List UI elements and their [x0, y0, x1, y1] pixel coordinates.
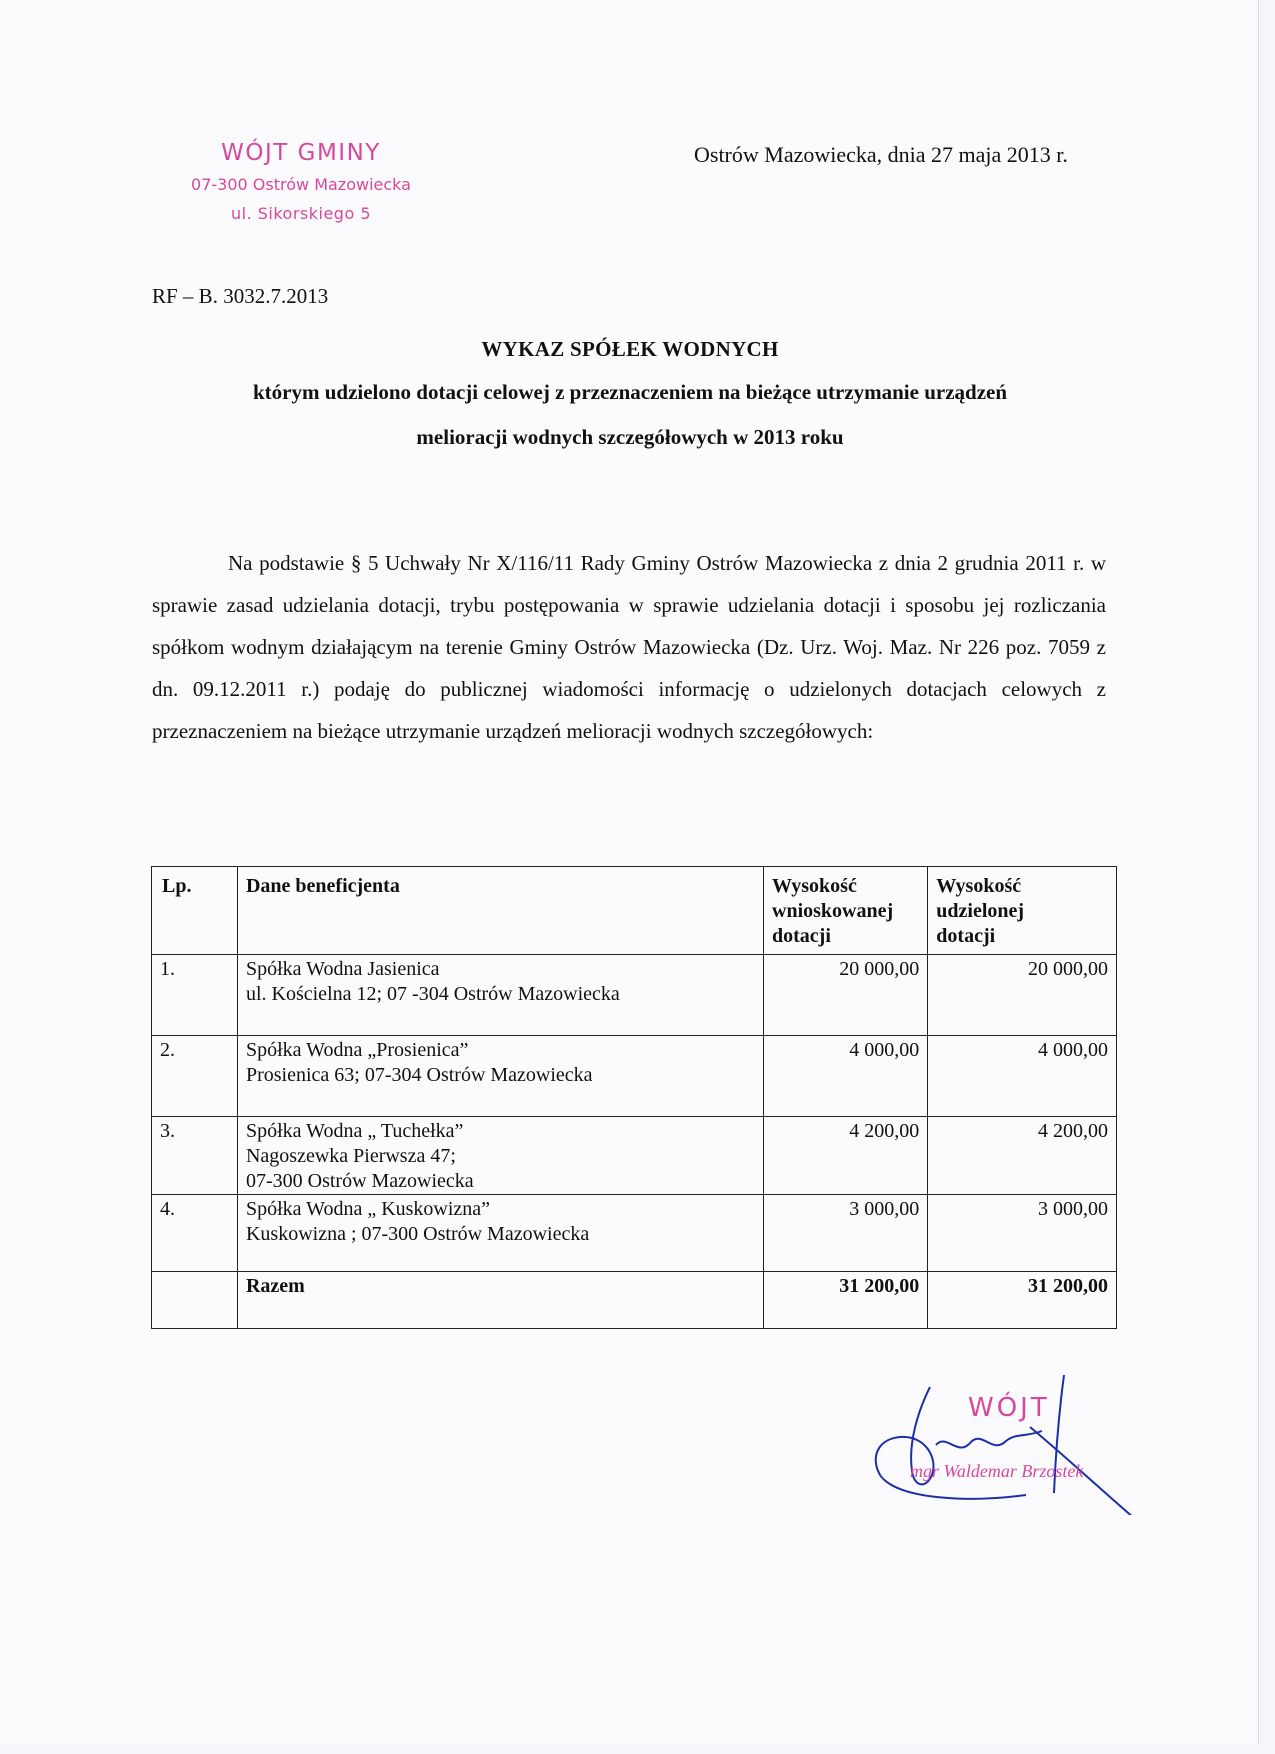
table-row [152, 1117, 1117, 1195]
header-granted [928, 867, 1117, 955]
beneficiary-name: Spółka Wodna „Prosienica” [245, 1039, 469, 1061]
reference-number: RF – B. 3032.7.2013 [152, 284, 329, 308]
table-row [152, 1036, 1117, 1117]
stamp-street: ul. Sikorskiego 5 [230, 204, 372, 223]
legal-basis-paragraph [152, 542, 1106, 752]
legal-basis-text: Na podstawie § 5 Uchwały Nr X/116/11 Rady Gminy Ostrów Mazowiecka z dnia 2 grudnia 2011 r. w sprawie zasad udzielania dotacji, trybu postępowania w sprawie udzielania dotacji i sposobu jej rozliczania spółkom wodnym działającym na terenie Gminy Ostrów Mazowiecka (Dz. Urz. Woj. Maz. Nr 226 poz. 7059 z dn. 09.12.2011 r.) podaję do publicznej wiadomości informację o udzielonych dotacjach celowych z przeznaczeniem na bieżące utrzymanie urządzeń melioracji wodnych szczegółowych: [152, 551, 1106, 743]
header-requested-line1: Wysokość [772, 875, 857, 897]
header-granted-line3: dotacji [936, 925, 996, 947]
beneficiary-address: Prosienica 63; 07-304 Ostrów Mazowiecka [245, 1064, 593, 1086]
row-lp: 1. [152, 955, 238, 1036]
row-lp: 2. [152, 1036, 238, 1117]
header-lp: Lp. [152, 867, 238, 955]
table-row [152, 1195, 1117, 1272]
beneficiary-name: Spółka Wodna Jasienica [245, 958, 440, 980]
header-requested [764, 867, 928, 955]
office-stamp [166, 140, 436, 223]
stamp-title: WÓJT GMINY [221, 140, 381, 166]
signature-stamp-title: WÓJT [968, 1393, 1050, 1423]
row-beneficiary [237, 1117, 763, 1195]
place-date: Ostrów Mazowiecka, dnia 27 maja 2013 r. [694, 142, 1068, 167]
row-granted: 20 000,00 [928, 955, 1117, 1036]
beneficiary-address: Nagoszewka Pierwsza 47; [245, 1145, 456, 1167]
row-lp: 4. [152, 1195, 238, 1272]
header-beneficiary: Dane beneficjenta [237, 867, 763, 955]
table-row [152, 955, 1117, 1036]
row-requested: 3 000,00 [764, 1195, 928, 1272]
document-subtitle-line2: melioracji wodnych szczegółowych w 2013 roku [416, 425, 844, 449]
beneficiary-address: Kuskowizna ; 07-300 Ostrów Mazowiecka [245, 1223, 590, 1245]
beneficiary-address: ul. Kościelna 12; 07 -304 Ostrów Mazowiecka [245, 983, 620, 1005]
row-beneficiary [237, 1036, 763, 1117]
row-granted: 4 200,00 [928, 1117, 1117, 1195]
header-requested-line2: wnioskowanej [772, 900, 894, 922]
table-header-row [152, 867, 1117, 955]
header-requested-line3: dotacji [772, 925, 831, 947]
total-lp-empty [152, 1272, 238, 1329]
total-requested: 31 200,00 [764, 1272, 928, 1329]
beneficiary-name: Spółka Wodna „ Kuskowizna” [245, 1198, 491, 1220]
row-requested: 4 000,00 [764, 1036, 928, 1117]
document-subtitle-line1: którym udzielono dotacji celowej z przeznaczeniem na bieżące utrzymanie urządzeń [252, 380, 1008, 404]
table-total-row [152, 1272, 1117, 1329]
total-granted: 31 200,00 [928, 1272, 1117, 1329]
header-granted-line1: Wysokość [936, 875, 1022, 897]
row-granted: 4 000,00 [928, 1036, 1117, 1117]
row-beneficiary [237, 1195, 763, 1272]
beneficiary-address-line2: 07-300 Ostrów Mazowiecka [245, 1170, 474, 1192]
header-granted-line2: udzielonej [936, 900, 1025, 922]
document-title: WYKAZ SPÓŁEK WODNYCH [481, 337, 779, 361]
row-lp: 3. [152, 1117, 238, 1195]
row-requested: 4 200,00 [764, 1117, 928, 1195]
stamp-postal: 07-300 Ostrów Mazowiecka [191, 175, 411, 194]
row-beneficiary [237, 955, 763, 1036]
signature-stamp-name: mgr Waldemar Brzostek [910, 1461, 1084, 1481]
row-requested: 20 000,00 [764, 955, 928, 1036]
row-granted: 3 000,00 [928, 1195, 1117, 1272]
total-label: Razem [237, 1272, 763, 1329]
grants-table [151, 866, 1117, 1329]
beneficiary-name: Spółka Wodna „ Tuchełka” [245, 1120, 464, 1142]
